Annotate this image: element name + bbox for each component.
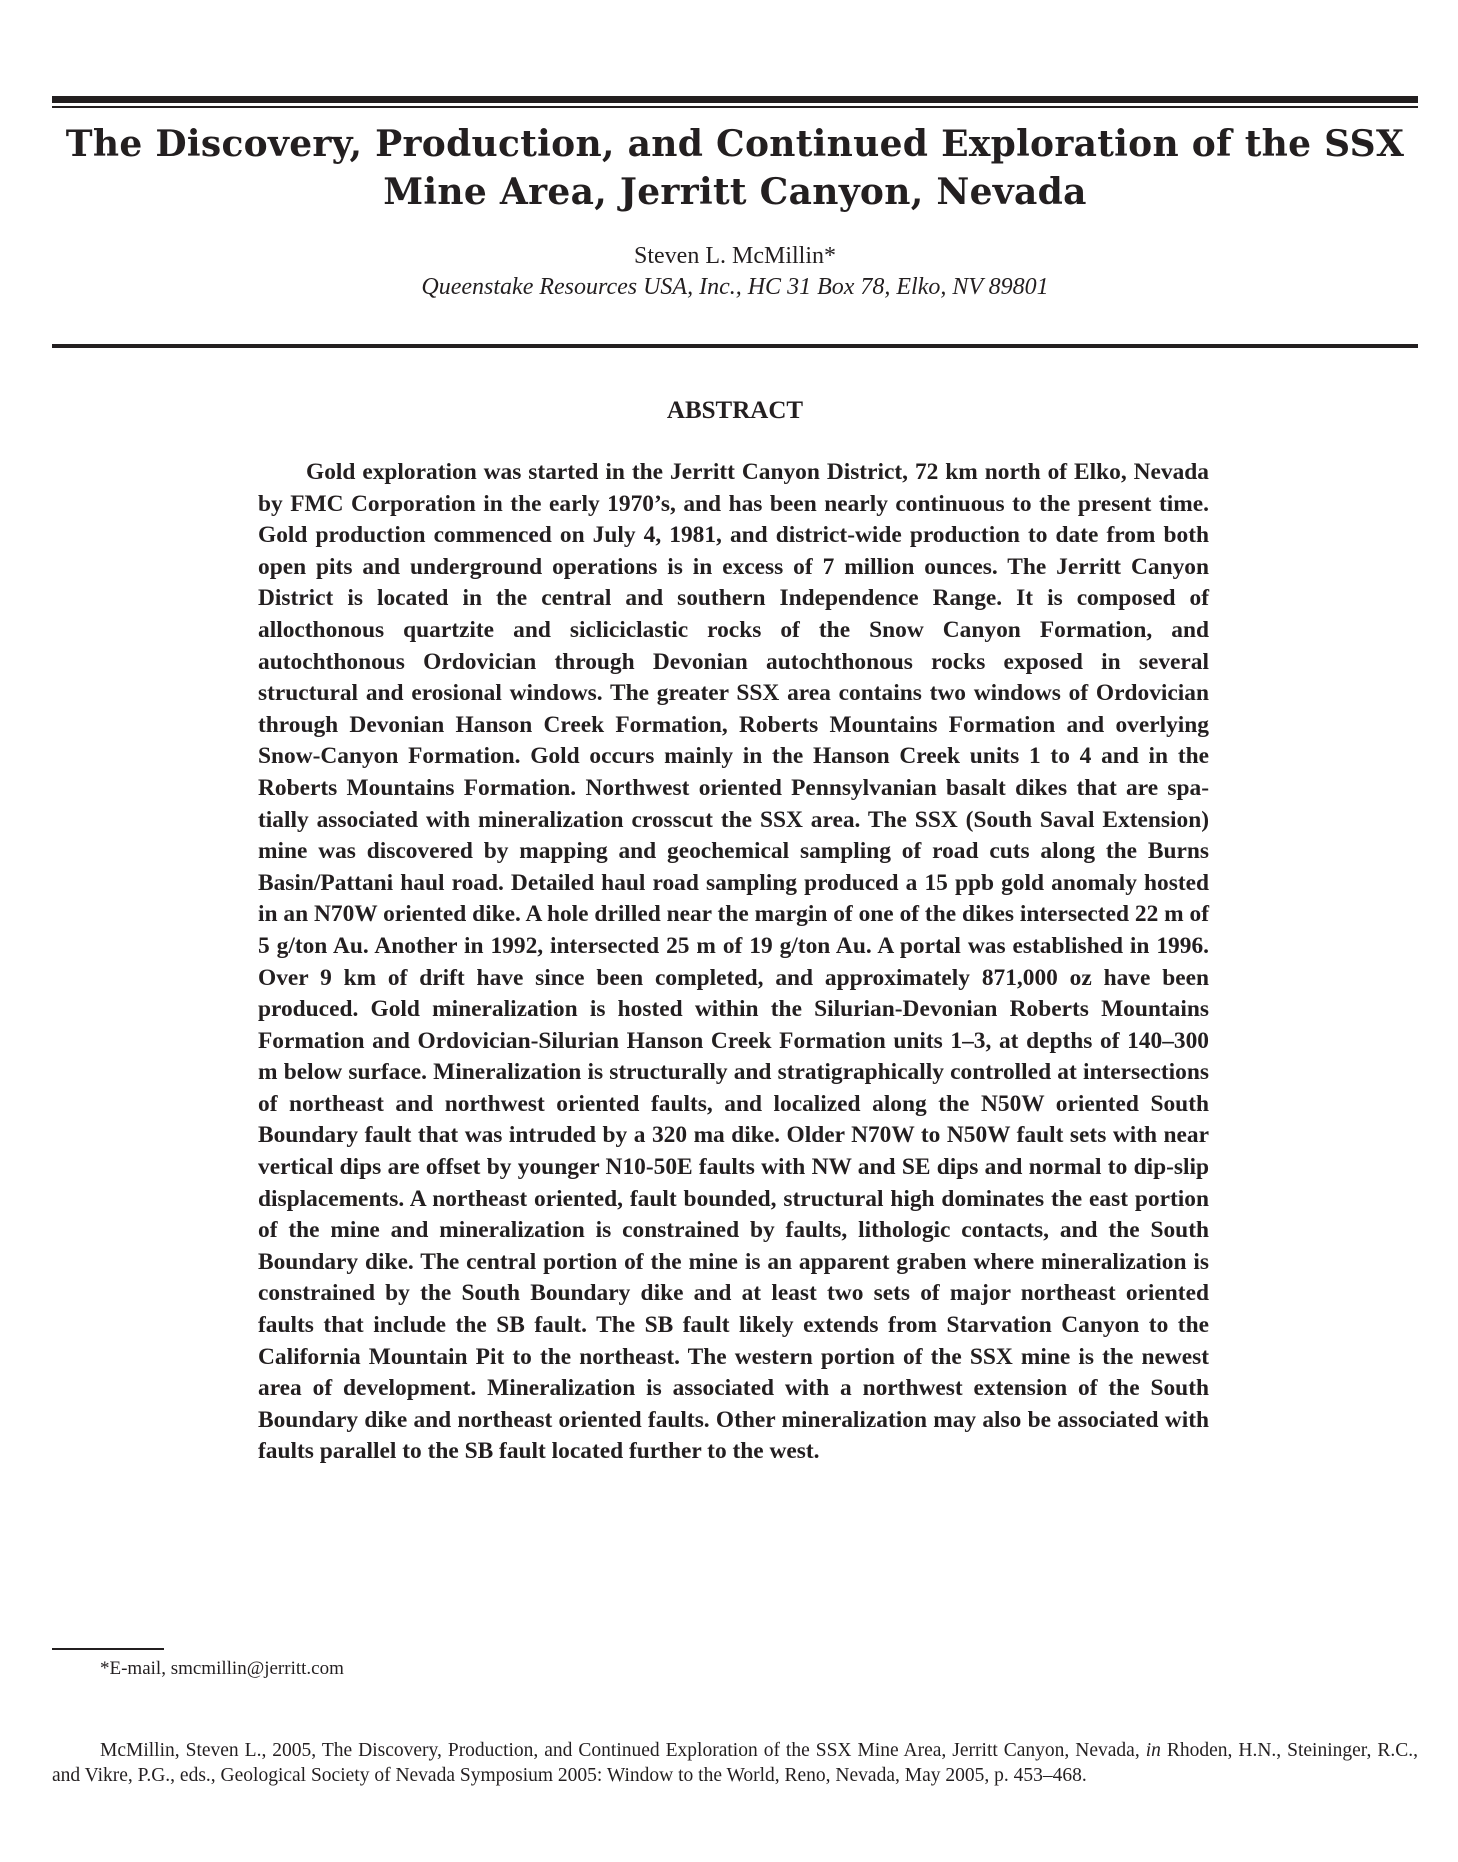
- header-bottom-rule: [52, 344, 1418, 348]
- footnote-email: *E-mail, smcmillin@jerritt.com: [100, 1658, 344, 1679]
- abstract-heading: ABSTRACT: [666, 397, 804, 424]
- author-affiliation: Queenstake Resources USA, Inc., HC 31 Box 78, Elko, NV 89801: [421, 274, 1049, 300]
- citation: [52, 1738, 1418, 1788]
- citation-text-start: McMillin, Steven L., 2005, The Discovery, Production, and Continued Exploration of the SSX Mine Area, Jerritt Canyon, Nevada,: [100, 1740, 1146, 1761]
- author-name: Steven L. McMillin*: [634, 243, 836, 269]
- citation-italic-in: in: [1145, 1740, 1161, 1761]
- abstract-body: Gold exploration was started in the Jerritt Canyon District, 72 km north of Elko, Nevada by FMC Corporation in the early 1970’s, and has been nearly continuous to the present time. Gold production commenced on July 4, 1981, and district-wide production to date from both open pits and underground operations is in excess of 7 million ounces. The Jerritt Canyon District is located in the central and southern Independence Range. It is composed of allocthonous quartzite and sicliciclastic rocks of the Snow Canyon Formation, and autochthonous Ordovician through Devonian autochthonous rocks exposed in several structural and erosional windows. The greater SSX area contains two windows of Ordovician through Devonian Hanson Creek Formation, Roberts Mountains Formation and overlying Snow-Canyon Formation. Gold occurs mainly in the Hanson Creek units 1 to 4 and in the Roberts Mountains Formation. Northwest oriented Pennsylvanian basalt dikes that are spatially associated with mineralization crosscut the SSX area. The SSX (South Saval Extension) mine was discovered by mapping and geochemical sampling of road cuts along the Burns Basin/Pattani haul road. Detailed haul road sampling produced a 15 ppb gold anomaly hosted in an N70W oriented dike. A hole drilled near the margin of one of the dikes intersected 22 m of 5 g/ton Au. Another in 1992, intersected 25 m of 19 g/ton Au. A portal was established in 1996. Over 9 km of drift have since been completed, and approximately 871,000 oz have been produced. Gold mineralization is hosted within the Silurian-Devonian Roberts Mountains Formation and Ordovician-Silurian Hanson Creek Formation units 1–3, at depths of 140–300 m below surface. Mineralization is structurally and stratigraphically controlled at intersections of northeast and northwest oriented faults, and localized along the N50W oriented South Boundary fault that was intruded by a 320 ma dike. Older N70W to N50W fault sets with near vertical dips are offset by younger N10-50E faults with NW and SE dips and normal to dip-slip displacements. A northeast oriented, fault bounded, structural high dominates the east portion of the mine and mineralization is constrained by faults, lithologic contacts, and the South Boundary dike. The central portion of the mine is an apparent graben where mineralization is constrained by the South Boundary dike and at least two sets of major northeast oriented faults that include the SB fault. The SB fault likely extends from Starvation Canyon to the California Mountain Pit to the northeast. The western portion of the SSX mine is the newest area of development. Mineralization is associated with a northwest extension of the South Boundary dike and northeast oriented faults. Other mineralization may also be associated with faults parallel to the SB fault located further to the west.: [258, 459, 1209, 1465]
- citation-text-end: Rhoden, H.N., Steininger, R.C., and Vikre, P.G., eds., Geological Society of Nevada Symposium 2005: Window to the World, Reno, Nevada, May 2005, p. 453–468.: [52, 1740, 1418, 1786]
- paper-title: The Discovery, Production, and Continued Exploration of the SSX Mine Area, Jerritt Canyon, Nevada: [65, 123, 1405, 213]
- header-top-rule-thin: [52, 106, 1418, 108]
- footnote-rule: [52, 1648, 164, 1650]
- header-top-rule: [52, 96, 1418, 103]
